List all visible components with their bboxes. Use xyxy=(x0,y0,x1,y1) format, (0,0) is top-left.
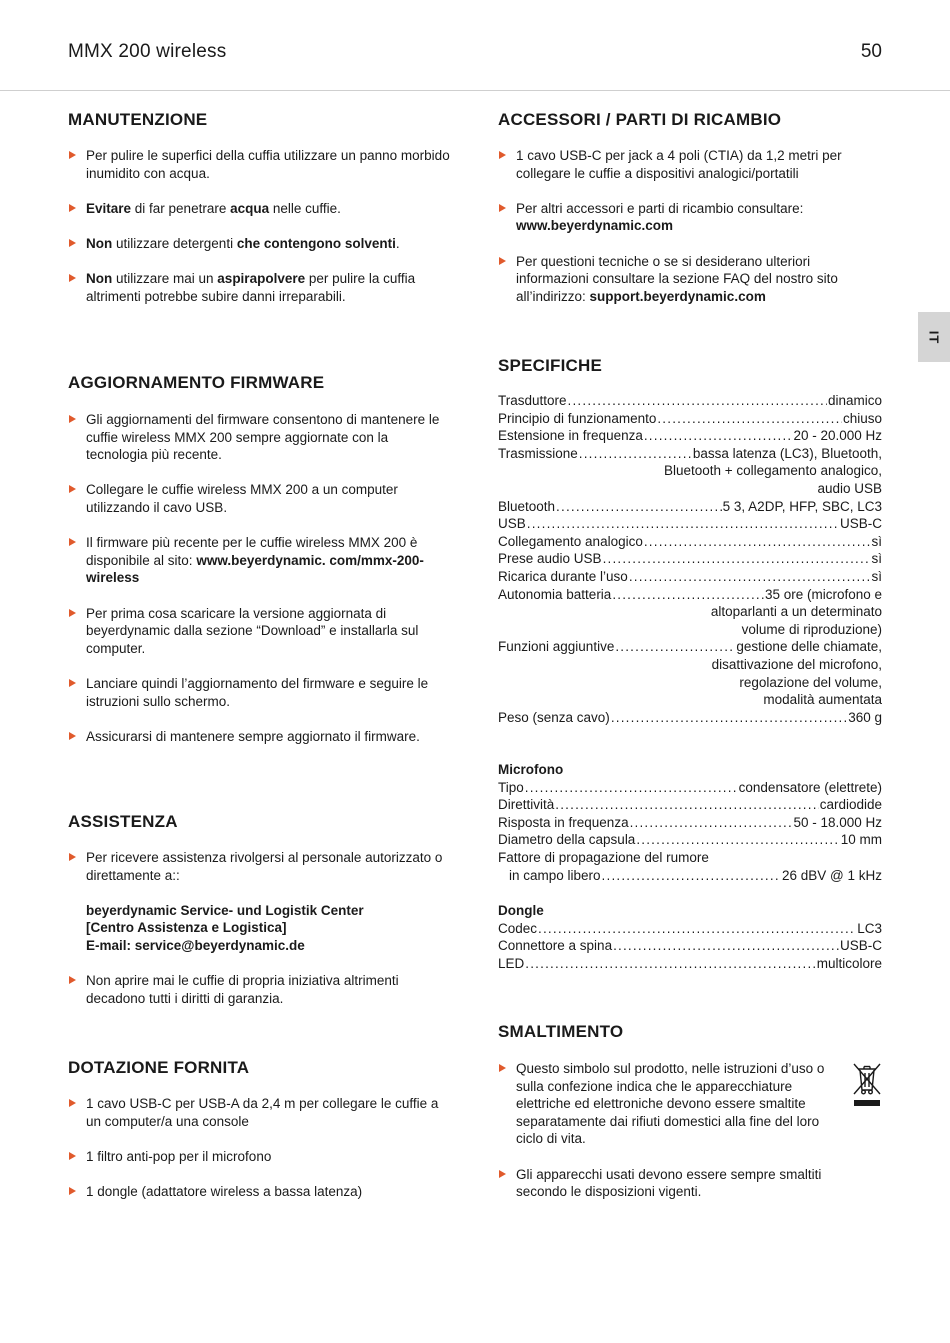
list-item xyxy=(68,270,453,305)
spec-value: 20 - 20.000 Hz xyxy=(793,428,882,444)
section-title-firmware: AGGIORNAMENTO FIRMWARE xyxy=(68,373,325,392)
spec-value-continued: disattivazione del microfono, xyxy=(711,656,882,672)
leader-dots xyxy=(556,498,722,516)
list-item xyxy=(68,1095,453,1130)
text: per pulire la cuffia altrimenti potrebbe subire danni irreparabili. xyxy=(86,271,416,304)
spec-row xyxy=(498,920,882,938)
bullet-arrow-icon xyxy=(69,538,76,546)
smaltimento-list xyxy=(498,1060,828,1218)
list-item xyxy=(68,200,453,218)
bullet-arrow-icon xyxy=(69,609,76,617)
spec-value: sì xyxy=(871,568,882,584)
bold-text: www.beyerdynamic.com xyxy=(516,218,674,234)
section-title-dotazione: DOTAZIONE FORNITA xyxy=(68,1058,250,1077)
bold-text: che contengono solventi xyxy=(236,235,396,251)
bullet-arrow-icon xyxy=(69,976,76,984)
spec-key: Funzioni aggiuntive xyxy=(498,639,615,655)
spec-row xyxy=(498,867,882,885)
dotazione-list xyxy=(68,1095,453,1218)
spec-value: 50 - 18.000 Hz xyxy=(793,814,882,830)
spec-value: USB-C xyxy=(839,938,882,954)
leader-dots xyxy=(636,831,839,849)
weee-crossed-bin-icon xyxy=(851,1060,883,1108)
spec-value-continued: modalità aumentata xyxy=(763,692,882,708)
leader-dots xyxy=(555,796,818,814)
spec-row xyxy=(498,568,882,586)
spec-key: Collegamento analogico xyxy=(498,533,643,549)
spec-value: LC3 xyxy=(857,920,882,936)
contact-line: [Centro Assistenza e Logistica] xyxy=(86,920,287,936)
text: Gli apparecchi usati devono essere sempre smaltiti secondo le disposizioni vigenti. xyxy=(516,1166,822,1200)
spec-key: Bluetooth xyxy=(498,498,556,514)
leader-dots xyxy=(538,920,856,938)
language-tab-label: IT xyxy=(926,330,942,344)
spec-row xyxy=(498,586,882,604)
spec-key: Autonomia batteria xyxy=(498,586,612,602)
accessori-list xyxy=(498,147,883,323)
list-item xyxy=(68,849,453,884)
text: 1 cavo USB-C per USB-A da 2,4 m per collegare le cuffie a un computer/a una console xyxy=(86,1096,439,1129)
spec-value: dinamico xyxy=(827,393,882,408)
leader-dots xyxy=(657,410,842,428)
section-title-smaltimento: SMALTIMENTO xyxy=(498,1022,624,1041)
bold-text: support.beyerdynamic.com xyxy=(589,288,766,304)
text: 1 filtro anti-pop per il microfono xyxy=(86,1148,272,1164)
text: Per prima cosa scaricare la versione aggiornata di beyerdynamic dalla sezione “Download” e installarla sul computer. xyxy=(86,605,419,656)
spec-row xyxy=(498,498,882,516)
spec-value-continued: volume di riproduzione) xyxy=(741,621,882,637)
text: Per pulire le superfici della cuffia utilizzare un panno morbido inumidito con acqua. xyxy=(86,148,450,181)
spec-key: Diametro della capsula xyxy=(498,832,636,848)
list-item xyxy=(68,147,453,182)
text: Assicurarsi di mantenere sempre aggiornato il firmware. xyxy=(86,728,420,744)
spec-row xyxy=(498,410,882,428)
contact-line: beyerdynamic Service- und Logistik Center xyxy=(86,902,364,918)
bullet-arrow-icon xyxy=(499,257,506,265)
list-item xyxy=(68,411,453,464)
microfono-rows xyxy=(498,779,882,849)
leader-dots xyxy=(644,427,793,445)
spec-key: Prese audio USB xyxy=(498,551,602,567)
spec-value: 360 g xyxy=(848,709,882,725)
text: . xyxy=(395,235,400,251)
spec-value: condensatore (elettrete) xyxy=(738,779,882,795)
spec-key: Estensione in frequenza xyxy=(498,428,643,444)
bold-text: www.beyerdynamic. com/mmx-200-wireless xyxy=(86,552,424,586)
bullet-arrow-icon xyxy=(69,274,76,282)
section-title-accessori: ACCESSORI / PARTI DI RICAMBIO xyxy=(498,110,782,129)
assistenza-item-text: Non aprire mai le cuffie di propria iniziativa altrimenti decadono tutti i diritti di garanzia. xyxy=(86,973,399,1006)
leader-dots xyxy=(568,392,827,410)
leader-dots xyxy=(629,568,871,586)
list-item xyxy=(498,1060,828,1148)
spec-key: Direttività xyxy=(498,797,555,813)
spec-row xyxy=(498,955,882,973)
bullet-arrow-icon xyxy=(69,151,76,159)
leader-dots xyxy=(612,586,764,604)
spec-value: sì xyxy=(871,551,882,567)
list-item xyxy=(498,147,883,182)
list-item xyxy=(68,605,453,658)
text: Gli aggiornamenti del firmware consentono di mantenere le cuffie wireless MMX 200 sempre aggiornate con la tecnologia più recente. xyxy=(86,412,440,463)
bullet-arrow-icon xyxy=(499,204,506,212)
spec-key: Principio di funzionamento xyxy=(498,410,657,426)
bold-text: aspirapolvere xyxy=(217,271,306,287)
list-item xyxy=(68,972,453,1007)
list-item xyxy=(68,235,453,253)
spec-value: bassa latenza (LC3), Bluetooth, xyxy=(692,445,882,461)
spec-value: gestione delle chiamate, xyxy=(736,639,882,655)
spec-key: Risposta in frequenza xyxy=(498,814,629,830)
spec-key: Connettore a spina xyxy=(498,938,613,954)
list-item xyxy=(68,728,453,746)
section-title-specifiche: SPECIFICHE xyxy=(498,356,603,375)
spec-key: Trasduttore xyxy=(498,393,567,408)
leader-dots xyxy=(615,638,735,656)
spec-value: 5 3, A2DP, HFP, SBC, LC3 xyxy=(722,498,882,514)
text: Questo simbolo sul prodotto, nelle istruzioni d’uso o sulla confezione indica che le apparecchiature elettriche ed elettroniche devono essere smaltite separatamente dai rifiuti domestici alla fine del loro ciclo di vita. xyxy=(516,1061,825,1147)
text: 1 dongle (adattatore wireless a bassa latenza) xyxy=(86,1183,363,1199)
list-item xyxy=(68,534,453,587)
firmware-list xyxy=(68,411,453,763)
bullet-arrow-icon xyxy=(69,732,76,740)
section-title-assistenza: ASSISTENZA xyxy=(68,812,178,831)
leader-dots xyxy=(525,955,815,973)
spec-key: LED xyxy=(498,955,525,971)
spec-value-continued: regolazione del volume, xyxy=(739,674,882,690)
text: nelle cuffie. xyxy=(269,200,341,216)
spec-value: multicolore xyxy=(816,955,882,971)
spec-value-continued: Bluetooth + collegamento analogico, xyxy=(663,463,882,479)
spec-row xyxy=(498,638,882,656)
text: 1 cavo USB-C per jack a 4 poli (CTIA) da 1,2 metri per collegare le cuffie a dispositivi analogici/portatili xyxy=(516,148,842,181)
list-item xyxy=(498,200,883,235)
spec-row xyxy=(498,445,882,463)
leader-dots xyxy=(611,709,847,727)
spec-row xyxy=(498,427,882,445)
spec-key: USB xyxy=(498,516,526,532)
bullet-arrow-icon xyxy=(69,485,76,493)
bold-text: Non xyxy=(86,271,113,287)
spec-row xyxy=(498,937,882,955)
spec-value-continued: audio USB xyxy=(817,480,882,496)
list-item xyxy=(68,1183,453,1201)
spec-row xyxy=(498,831,882,849)
spec-key: Peso (senza cavo) xyxy=(498,709,610,725)
spec-value: 10 mm xyxy=(840,832,882,848)
manutenzione-list xyxy=(68,147,453,323)
list-item xyxy=(68,675,453,710)
bullet-arrow-icon xyxy=(69,239,76,247)
leader-dots xyxy=(602,867,781,885)
page-header xyxy=(0,0,950,91)
spec-value: 35 ore (microfono e xyxy=(764,586,882,602)
section-title-manutenzione: MANUTENZIONE xyxy=(68,110,208,129)
dongle-spec xyxy=(498,902,882,972)
bold-text: Non xyxy=(86,235,113,251)
leader-dots xyxy=(579,445,692,463)
spec-key: Trasmissione xyxy=(498,445,578,461)
list-item xyxy=(68,1148,453,1166)
spec-row xyxy=(498,709,882,727)
text: utilizzare mai un xyxy=(112,271,218,287)
bullet-arrow-icon xyxy=(69,415,76,423)
spec-value: cardiodide xyxy=(819,797,882,813)
spec-value: USB-C xyxy=(839,516,882,532)
leader-dots xyxy=(613,937,839,955)
bullet-arrow-icon xyxy=(69,1152,76,1160)
spec-key: Codec xyxy=(498,920,538,936)
bullet-arrow-icon xyxy=(69,853,76,861)
spec-value-continued: altoparlanti a un determinato xyxy=(710,604,882,620)
spec-key: in campo libero xyxy=(509,867,601,883)
contact-block xyxy=(68,902,453,955)
bold-text: acqua xyxy=(230,200,270,216)
assistenza-list xyxy=(68,849,453,1025)
bullet-arrow-icon xyxy=(69,1187,76,1195)
spec-row xyxy=(498,814,882,832)
text: di far penetrare xyxy=(131,200,231,216)
list-item xyxy=(498,253,883,306)
bullet-arrow-icon xyxy=(499,1170,506,1178)
text: utilizzare detergenti xyxy=(112,235,237,251)
text: Per questioni tecniche o se si desiderano ulteriori informazioni consultare la sezione FAQ del nostro sito all’indirizzo: xyxy=(516,253,838,304)
text: Lanciare quindi l’aggiornamento del firmware e seguire le istruzioni sullo schermo. xyxy=(86,675,429,709)
spec-row xyxy=(498,796,882,814)
spec-subhead-dongle: Dongle xyxy=(498,903,544,918)
text: Il firmware più recente per le cuffie wireless MMX 200 è disponibile al sito: xyxy=(86,535,418,568)
page-number: 50 xyxy=(860,41,882,62)
assistenza-item-text: Per ricevere assistenza rivolgersi al personale autorizzato o direttamente a:: xyxy=(86,850,443,883)
spec-key: Ricarica durante l’uso xyxy=(498,568,628,584)
spec-row xyxy=(498,779,882,797)
spec-value: 26 dBV @ 1 kHz xyxy=(782,867,882,883)
leader-dots xyxy=(603,550,871,568)
dongle-rows xyxy=(498,920,882,973)
noise-label: Fattore di propagazione del rumore xyxy=(498,849,709,865)
bullet-arrow-icon xyxy=(69,679,76,687)
document-title: MMX 200 wireless xyxy=(68,41,227,62)
spec-key: Tipo xyxy=(498,779,524,795)
language-tab xyxy=(918,312,950,362)
microfono-spec xyxy=(498,761,882,884)
text: Collegare le cuffie wireless MMX 200 a un computer utilizzando il cavo USB. xyxy=(86,482,398,515)
spec-table xyxy=(498,392,882,726)
bullet-arrow-icon xyxy=(499,151,506,159)
spec-subhead-microfono: Microfono xyxy=(498,762,564,777)
spec-row xyxy=(498,550,882,568)
spec-row xyxy=(498,515,882,533)
spec-value: chiuso xyxy=(842,410,882,426)
bullet-arrow-icon xyxy=(499,1064,506,1072)
bold-text: Evitare xyxy=(86,200,132,216)
bullet-arrow-icon xyxy=(69,1099,76,1107)
spec-row xyxy=(498,392,882,410)
text: Per altri accessori e parti di ricambio consultare: xyxy=(516,200,804,216)
leader-dots xyxy=(527,515,839,533)
leader-dots xyxy=(630,814,793,832)
spec-value: sì xyxy=(871,533,882,549)
list-item xyxy=(68,481,453,516)
list-item xyxy=(498,1166,828,1201)
spec-row xyxy=(498,533,882,551)
leader-dots xyxy=(644,533,871,551)
bullet-arrow-icon xyxy=(69,204,76,212)
leader-dots xyxy=(525,779,738,797)
contact-email: E-mail: service@beyerdynamic.de xyxy=(86,937,305,953)
